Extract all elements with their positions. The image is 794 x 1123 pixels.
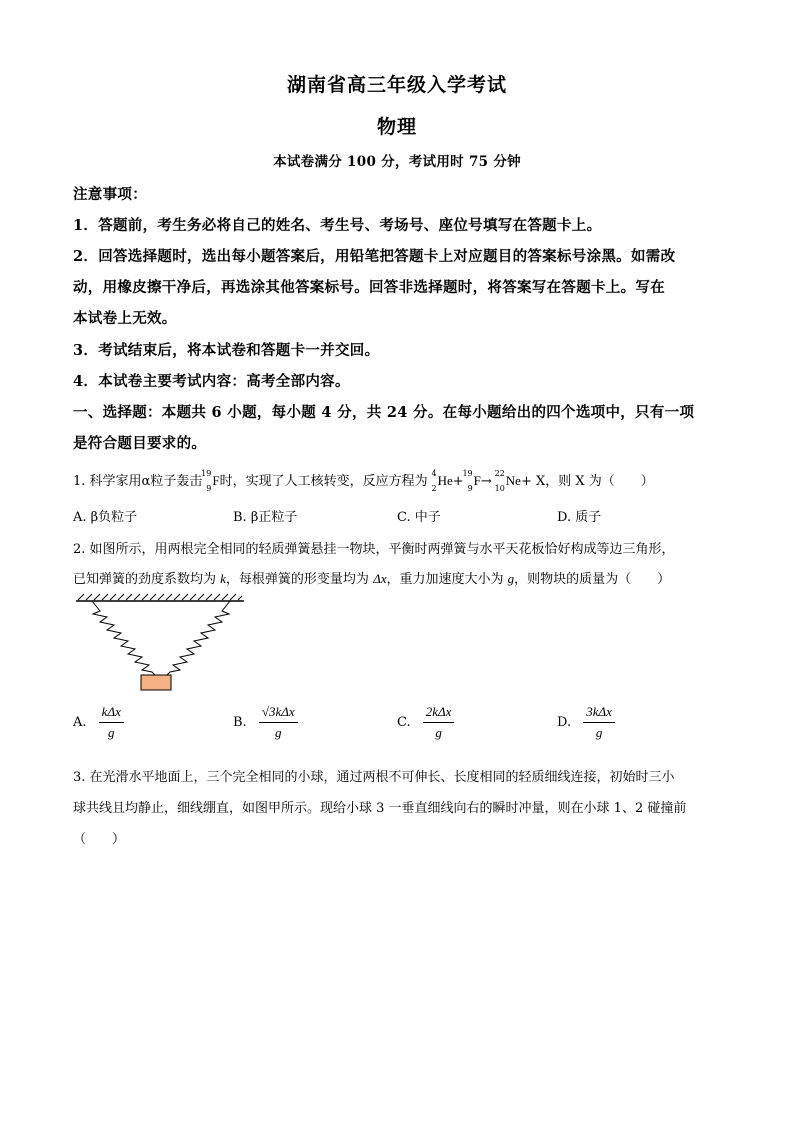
exam-title: 湖南省高三年级入学考试 (286, 74, 507, 96)
q2-option-b-numerator: √3kΔx (259, 704, 298, 723)
q2-option-a[interactable] (73, 704, 124, 741)
q2-option-b-label: B. (233, 715, 247, 730)
q1-prefix: 1. 科学家用α粒子轰击 (73, 474, 203, 489)
note-item-2-line-1: 2．回答选择题时，选出每小题答案后，用铅笔把答题卡上对应题目的答案标号涂黑。如需改 (73, 248, 676, 265)
q2-text-d: ，则物块的质量为（ ） (514, 572, 671, 587)
q1-option-b[interactable]: B. β正粒子 (233, 510, 298, 525)
section-heading-line-2: 是符合题目要求的。 (73, 435, 207, 452)
q2-text-b: ，每根弹簧的形变量均为 (225, 572, 374, 587)
exam-info: 本试卷满分 100 分，考试用时 75 分钟 (273, 154, 521, 170)
q1-suffix: ，则 X 为（ ） (545, 474, 654, 489)
q2-option-d[interactable] (557, 704, 615, 741)
he-atomic-number: 2 (431, 484, 437, 493)
subject-title: 物理 (376, 116, 417, 138)
spring-diagram (70, 592, 250, 694)
question-2-line-1: 2. 如图所示，用两根完全相同的轻质弹簧悬挂一物块，平衡时两弹簧与水平天花板恰好构成等边三角形， (73, 542, 675, 557)
section-heading-line-1: 一、选择题：本题共 6 小题，每小题 4 分，共 24 分。在每小题给出的四个选项中，只有一项 (73, 404, 695, 421)
f-atomic-number: 9 (206, 484, 212, 493)
reaction-arrow: → (480, 474, 492, 489)
q2-option-c-numerator: 2kΔx (423, 704, 455, 723)
fluorine-isotope-2 (462, 469, 474, 493)
f2-symbol: F (473, 473, 481, 488)
q2-option-d-fraction (583, 704, 615, 741)
question-1-stem (73, 469, 654, 493)
right-spring (166, 601, 230, 676)
ne-atomic-number: 10 (494, 484, 505, 493)
q2-var-k: k (220, 571, 226, 586)
note-item-4: 4．本试卷主要考试内容：高考全部内容。 (73, 373, 350, 390)
q1-option-a[interactable]: A. β负粒子 (73, 510, 138, 525)
note-item-1: 1．答题前，考生务必将自己的姓名、考生号、考场号、座位号填写在答题卡上。 (73, 217, 602, 234)
q2-option-a-denominator: g (108, 725, 115, 740)
q2-option-c[interactable] (397, 704, 454, 741)
x-symbol: + X (520, 474, 546, 489)
q1-option-c[interactable]: C. 中子 (397, 510, 441, 525)
q2-option-b-denominator: g (274, 725, 282, 740)
q1-option-d[interactable]: D. 质子 (557, 510, 602, 525)
left-spring (92, 601, 156, 676)
f-mass-number: 19 (201, 469, 212, 478)
q2-option-a-label: A. (73, 715, 87, 730)
neon-isotope (492, 469, 506, 493)
he-mass-number: 4 (431, 469, 437, 478)
q1-middle: 时，实现了人工核转变，反应方程为 (219, 474, 428, 489)
q2-option-d-denominator: g (595, 725, 603, 740)
f2-atomic-number: 9 (467, 484, 473, 493)
note-item-2-line-3: 本试卷上无效。 (73, 310, 177, 327)
fluorine-isotope (201, 469, 212, 493)
question-3-line-3: （ ） (73, 832, 126, 847)
q2-option-b[interactable] (233, 704, 298, 741)
question-2-line-2 (73, 568, 670, 587)
plus-sign: + (452, 474, 464, 489)
ceiling (76, 594, 244, 601)
ne-mass-number: 22 (494, 469, 505, 478)
question-3-line-2: 球共线且均静止，细线绷直，如图甲所示。现给小球 3 一垂直细线向右的瞬时冲量，则在小球 1、2 碰撞前 (73, 801, 687, 816)
q2-var-g: g (507, 571, 515, 586)
q2-var-dx: Δx (373, 571, 387, 586)
q2-option-c-label: C. (397, 715, 411, 730)
q2-option-d-label: D. (557, 715, 572, 730)
notes-heading: 注意事项： (73, 186, 147, 203)
q2-option-b-fraction (259, 704, 298, 741)
note-item-3: 3．考试结束后，将本试卷和答题卡一并交回。 (73, 342, 380, 359)
f2-mass-number: 19 (462, 469, 473, 478)
he-symbol: He (437, 473, 453, 488)
note-item-2-line-2: 动，用橡皮擦干净后，再选涂其他答案标号。回答非选择题时，将答案写在答题卡上。写在 (73, 279, 665, 296)
q2-option-c-denominator: g (435, 725, 442, 740)
q2-option-a-numerator: kΔx (99, 704, 124, 723)
q2-text-a: 已知弹簧的劲度系数均为 (73, 572, 221, 587)
hanging-block (141, 675, 171, 690)
q2-option-a-fraction (99, 704, 124, 741)
q2-option-d-numerator: 3kΔx (583, 704, 615, 723)
question-3-line-1: 3. 在光滑水平地面上，三个完全相同的小球，通过两根不可伸长、长度相同的轻质细线连接，初始时三小 (73, 770, 675, 785)
ne-symbol: Ne (505, 473, 521, 488)
q2-text-c: ，重力加速度大小为 (386, 572, 508, 587)
f-symbol: F (212, 473, 220, 488)
q2-option-c-fraction (423, 704, 455, 741)
helium-isotope (428, 469, 438, 493)
